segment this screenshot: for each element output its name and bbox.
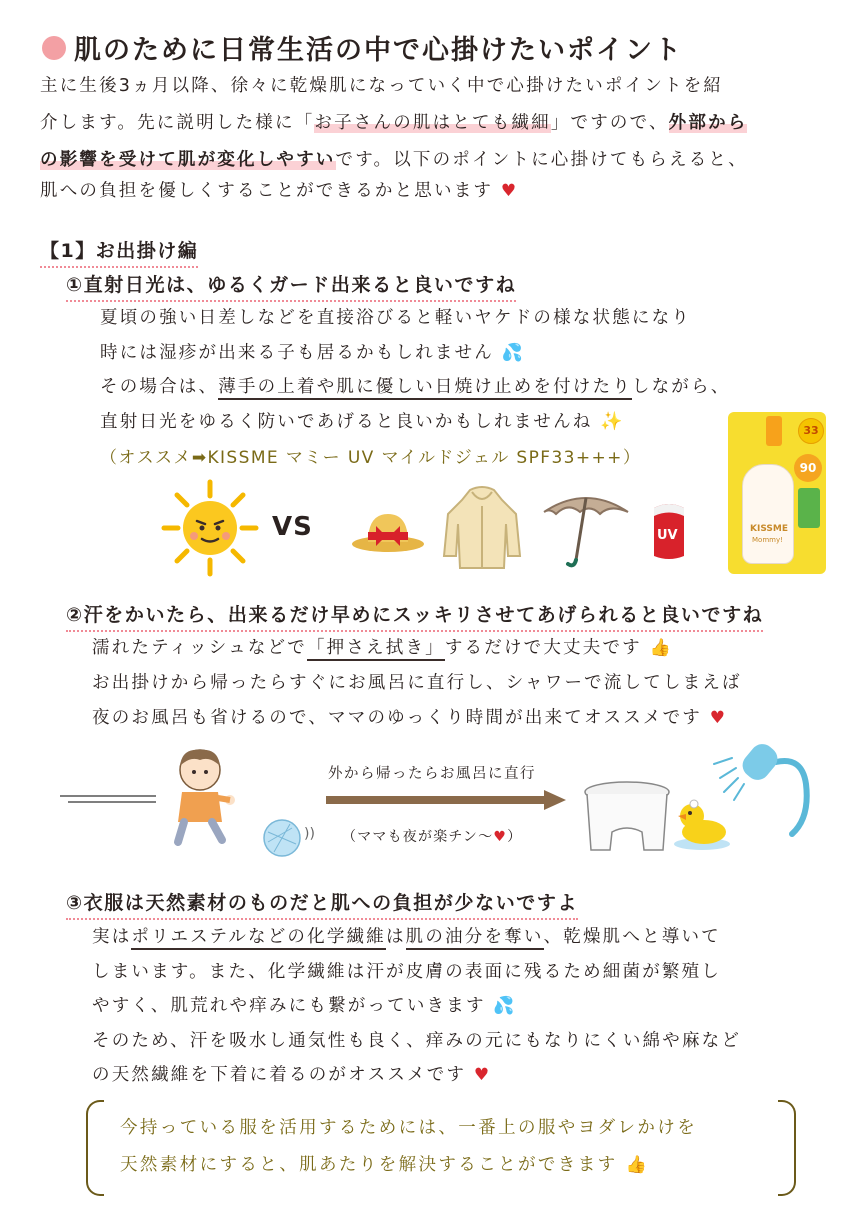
sparkle-icon: ✨ bbox=[600, 411, 625, 432]
uv-sleeve-icon bbox=[648, 500, 690, 562]
point1-line-2 bbox=[100, 343, 525, 363]
text-segment: やすく、肌荒れや痒みにも繋がっていきます bbox=[92, 996, 486, 1016]
arrow-caption-top: 外から帰ったらお風呂に直行 bbox=[328, 766, 536, 782]
highlight-text: お子さんの肌はとても繊細 bbox=[314, 113, 551, 133]
uv-label: UV bbox=[657, 528, 678, 543]
heart-icon: ♥ bbox=[473, 1065, 492, 1085]
title-row bbox=[42, 28, 683, 67]
point3-line-3 bbox=[92, 996, 517, 1016]
underlined-text: 「押さえ拭き」 bbox=[307, 638, 445, 661]
arrow-caption-bottom bbox=[342, 826, 522, 846]
point1-heading: ①直射日光は、ゆるくガード出来ると良いですね bbox=[66, 270, 516, 302]
point1-line-1: 夏頃の強い日差しなどを直接浴びると軽いヤケドの様な状態になり bbox=[100, 308, 691, 328]
text-segment: （ママも夜が楽チン〜 bbox=[342, 829, 494, 845]
recommend-product: （オススメ➡KISSME マミー UV マイルドジェル SPF33+++） bbox=[100, 448, 642, 468]
vs-label: VS bbox=[272, 512, 313, 542]
point3-line-2: しまいます。また、化学繊維は汗が皮膚の表面に残るため細菌が繁殖し bbox=[92, 962, 721, 982]
bullet-dot-icon bbox=[42, 36, 66, 60]
text-segment: ） bbox=[507, 829, 523, 845]
highlight-text: 外部から bbox=[668, 113, 748, 133]
intro-line-3 bbox=[40, 150, 748, 170]
text-segment: の天然繊維を下着に着るのがオススメです bbox=[92, 1065, 467, 1085]
highlight-text: の影響を受けて肌が変化しやすい bbox=[40, 150, 336, 170]
point3-line-1 bbox=[92, 927, 721, 947]
ball-icon bbox=[262, 818, 302, 858]
bottle-icon bbox=[742, 464, 794, 564]
product-sub: Mommy! bbox=[752, 536, 783, 544]
heart-icon: ♥ bbox=[493, 829, 508, 845]
thumbs-up-icon: 👍 bbox=[649, 638, 673, 658]
motion-lines-icon bbox=[60, 792, 156, 806]
underlined-text: 薄手の上着や肌に優しい日焼け止めを付けたり bbox=[218, 377, 632, 400]
text-segment: 時には湿疹が出来る子も居るかもしれません bbox=[100, 343, 494, 363]
point1-line-3 bbox=[100, 377, 730, 397]
point2-line-3 bbox=[92, 708, 727, 728]
text-segment: 天然素材にすると、肌あたりを解決することができます bbox=[120, 1155, 618, 1175]
point3-line-5 bbox=[92, 1065, 491, 1085]
note-bracket-left bbox=[86, 1100, 104, 1196]
spf-badge: 33 bbox=[798, 418, 824, 444]
sunscreen-product-image bbox=[728, 412, 826, 574]
product-brand: KISSME bbox=[750, 524, 788, 534]
text-segment: 肌への負担を優しくすることができるかと思います bbox=[40, 181, 494, 201]
text-segment: 実は bbox=[92, 927, 132, 947]
text-segment: は bbox=[385, 927, 406, 947]
bath-stool-icon bbox=[582, 780, 672, 854]
point2-line-1 bbox=[92, 638, 673, 658]
text-segment: 」ですので、 bbox=[550, 113, 669, 133]
pump-icon bbox=[766, 416, 782, 446]
sweat-drop-icon: 💦 bbox=[501, 343, 526, 363]
intro-line-1: 主に生後3ヵ月以降、徐々に乾燥肌になっていく中で心掛けたいポイントを紹 bbox=[40, 76, 724, 96]
sun-icon bbox=[160, 478, 260, 578]
thumbs-up-icon: 👍 bbox=[625, 1155, 650, 1175]
heart-icon: ♥ bbox=[709, 708, 728, 728]
green-label-icon bbox=[798, 488, 820, 528]
text-segment: 直射日光をゆるく防いであげると良いかもしれませんね bbox=[100, 412, 593, 432]
motion-marks-icon: )) bbox=[304, 826, 315, 842]
running-child-icon bbox=[160, 742, 240, 854]
heart-icon: ♥ bbox=[500, 181, 519, 201]
underlined-text: 肌の油分を奪い bbox=[406, 927, 544, 950]
text-segment: 、乾燥肌へと導いて bbox=[543, 927, 721, 947]
straw-hat-icon bbox=[350, 508, 426, 554]
point1-line-4 bbox=[100, 412, 625, 432]
point3-line-4: そのため、汗を吸水し通気性も良く、痒みの元にもなりにくい綿や麻など bbox=[92, 1031, 742, 1051]
sweat-drop-icon: 💦 bbox=[493, 996, 517, 1016]
text-segment: その場合は、 bbox=[100, 377, 219, 397]
text-segment: するだけで大丈夫です bbox=[444, 638, 642, 658]
point3-heading: ③衣服は天然素材のものだと肌への負担が少ないですよ bbox=[66, 888, 578, 920]
point2-line-2: お出掛けから帰ったらすぐにお風呂に直行し、シャワーで流してしまえば bbox=[92, 673, 742, 693]
text-segment: しながら、 bbox=[631, 377, 731, 397]
point2-heading: ②汗をかいたら、出来るだけ早めにスッキリさせてあげられると良いですね bbox=[66, 600, 763, 632]
page-title: 肌のために日常生活の中で心掛けたいポイント bbox=[74, 35, 683, 66]
shower-head-icon bbox=[706, 738, 826, 838]
percent-badge: 90 bbox=[794, 454, 822, 482]
text-segment: です。以下のポイントに心掛けてもらえると、 bbox=[335, 150, 748, 170]
jacket-icon bbox=[442, 484, 522, 572]
underlined-text: ポリエステルなどの化学繊維 bbox=[131, 927, 386, 950]
text-segment: 介します。先に説明した様に「 bbox=[40, 113, 315, 133]
section-label-outing: 【1】お出掛け編 bbox=[40, 236, 198, 268]
right-arrow-icon bbox=[326, 790, 566, 810]
intro-line-4 bbox=[40, 181, 518, 201]
umbrella-icon bbox=[540, 490, 632, 570]
note-line-2 bbox=[120, 1151, 649, 1176]
intro-line-2 bbox=[40, 113, 747, 133]
note-bracket-right bbox=[778, 1100, 796, 1196]
note-line-1: 今持っている服を活用するためには、一番上の服やヨダレかけを bbox=[120, 1118, 698, 1138]
text-segment: 濡れたティッシュなどで bbox=[92, 638, 307, 658]
text-segment: 夜のお風呂も省けるので、ママのゆっくり時間が出来てオススメです bbox=[92, 708, 702, 728]
